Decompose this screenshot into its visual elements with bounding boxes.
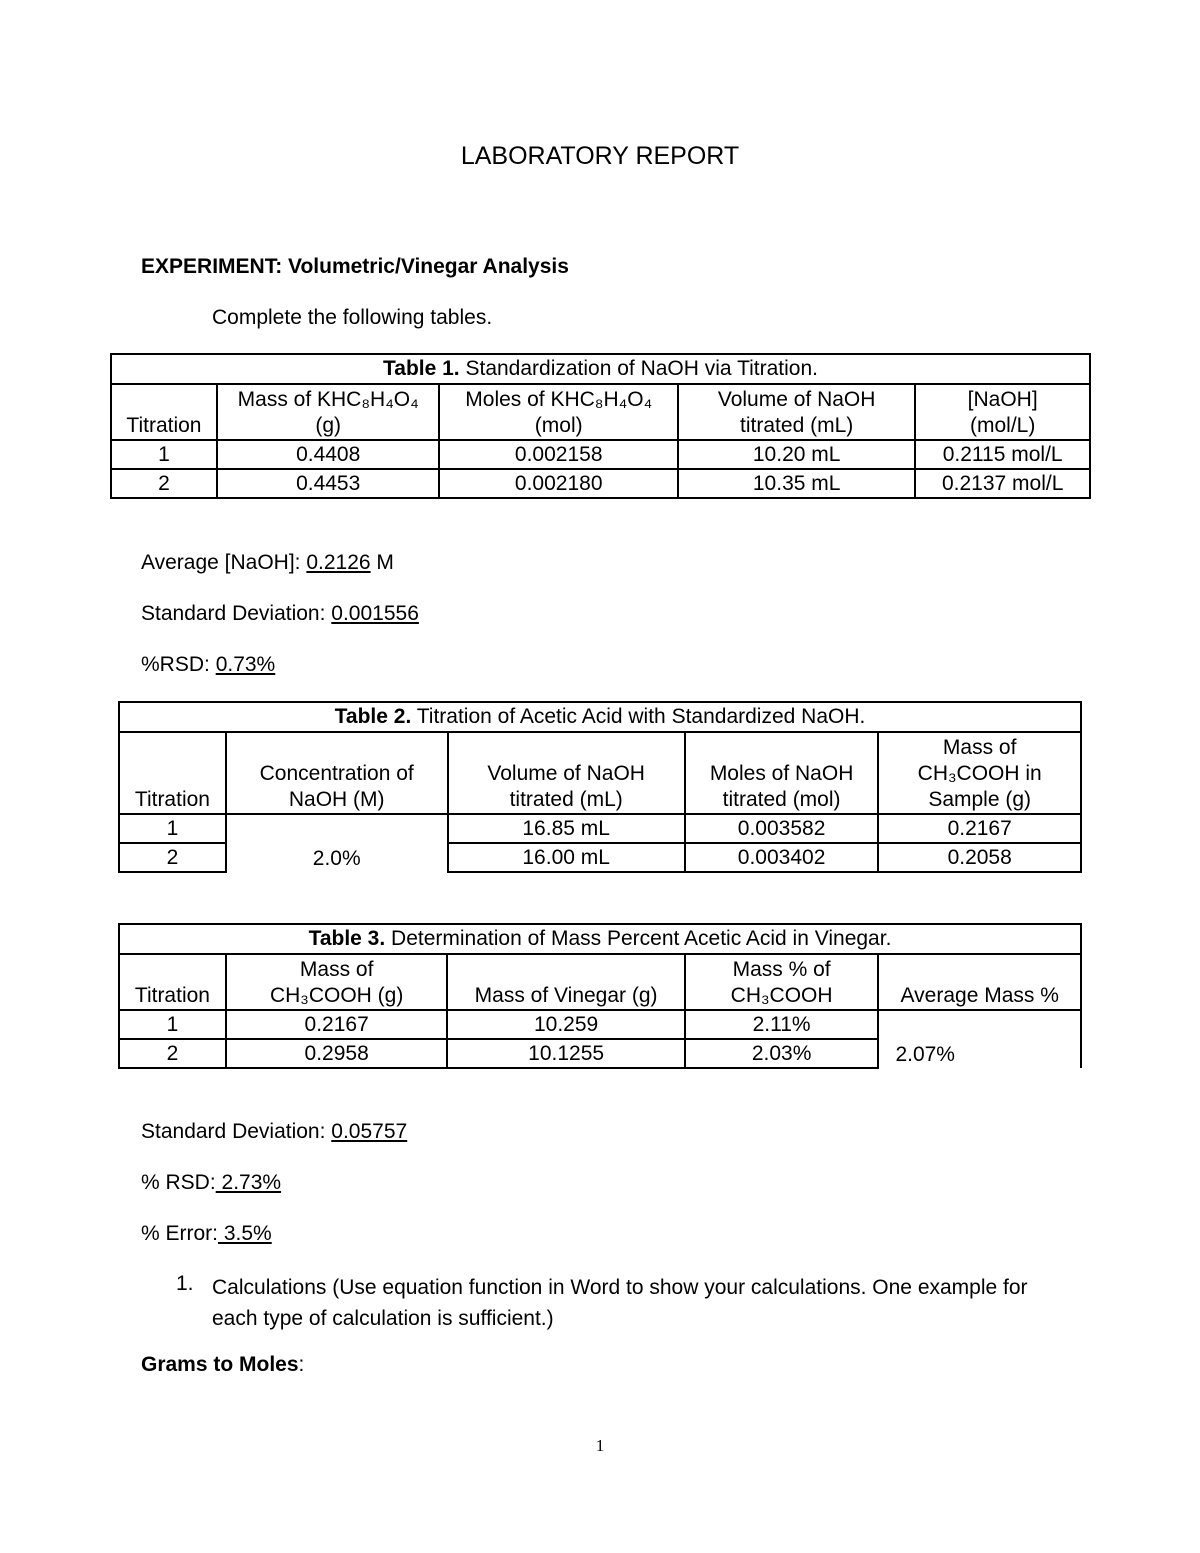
table-1	[110, 353, 1091, 499]
table-1-header-moles: Moles of KHC₈H₄O₄ (mol)	[439, 384, 678, 440]
table-3-caption-label: Table 3.	[308, 927, 386, 950]
table-cell: 10.259	[447, 1010, 684, 1039]
table-3-header-mass: Mass of CH₃COOH (g)	[226, 954, 448, 1010]
table-1-header-titration: Titration	[111, 384, 217, 440]
table-2	[118, 701, 1082, 873]
table-cell: 1	[119, 814, 226, 843]
table-cell: 10.35 mL	[678, 469, 915, 498]
table-1-header-row	[111, 384, 1090, 440]
table-cell: 0.2115 mol/L	[915, 440, 1090, 469]
table-row	[111, 469, 1090, 498]
table-row	[111, 440, 1090, 469]
table-cell: 2	[119, 843, 226, 872]
table-cell: 16.85 mL	[448, 814, 685, 843]
experiment-heading: EXPERIMENT: Volumetric/Vinegar Analysis	[141, 255, 569, 278]
table-cell: 16.00 mL	[448, 843, 685, 872]
table-cell: 0.2958	[226, 1039, 448, 1068]
average-naoh-label: Average [NaOH]:	[141, 551, 307, 574]
table-1-caption-label: Table 1.	[383, 357, 460, 380]
table-row	[119, 1010, 1081, 1039]
table-row	[119, 814, 1081, 843]
rsd-value: 2.73%	[215, 1171, 282, 1194]
table-3-header-mass-percent: Mass % of CH₃COOH	[685, 954, 879, 1010]
table-cell: 0.2167	[226, 1010, 448, 1039]
rsd-label: % RSD:	[141, 1171, 216, 1194]
table-cell: 0.002158	[439, 440, 678, 469]
table-3-caption	[119, 924, 1081, 954]
std-dev-value: 0.05757	[331, 1120, 408, 1143]
average-naoh-line	[141, 551, 394, 575]
grams-to-moles-suffix: :	[298, 1353, 305, 1376]
table-1-caption	[111, 354, 1090, 384]
table-2-header-volume: Volume of NaOH titrated (mL)	[448, 732, 685, 814]
error-value: 3.5%	[218, 1222, 272, 1245]
table-cell: 2.11%	[685, 1010, 879, 1039]
std-dev-line-1	[141, 602, 419, 626]
table-3-header-average: Average Mass %	[878, 954, 1081, 1010]
table-2-header-row	[119, 732, 1081, 814]
std-dev-line-2	[141, 1120, 407, 1144]
average-naoh-unit: M	[370, 551, 394, 574]
table-cell: 1	[119, 1010, 226, 1039]
table-cell: 2	[119, 1039, 226, 1068]
table-2-header-concentration: Concentration of NaOH (M)	[226, 732, 448, 814]
instruction-text: Complete the following tables.	[212, 306, 493, 329]
table-2-caption-text: Titration of Acetic Acid with Standardized NaOH.	[411, 705, 866, 728]
rsd-line-1	[141, 653, 275, 677]
table-2-concentration-cell: 2.0%	[226, 814, 448, 872]
error-label: % Error:	[141, 1222, 219, 1245]
table-2-header-moles: Moles of NaOH titrated (mol)	[685, 732, 879, 814]
list-item-text: Calculations (Use equation function in Word to show your calculations. One example for each type of calculation is sufficient.)	[212, 1276, 1028, 1330]
table-cell: 0.003582	[685, 814, 879, 843]
table-1-header-volume: Volume of NaOH titrated (mL)	[678, 384, 915, 440]
table-cell: 0.2137 mol/L	[915, 469, 1090, 498]
table-3-header-vinegar: Mass of Vinegar (g)	[447, 954, 684, 1010]
table-cell: 2	[111, 469, 217, 498]
average-naoh-value: 0.2126	[306, 551, 371, 574]
table-2-header-titration: Titration	[119, 732, 226, 814]
rsd-line-2	[141, 1171, 281, 1195]
table-3-header-row	[119, 954, 1081, 1010]
list-number: 1.	[176, 1272, 194, 1295]
table-2-caption	[119, 702, 1081, 732]
table-cell: 0.002180	[439, 469, 678, 498]
error-line	[141, 1222, 272, 1246]
table-1-header-naoh: [NaOH] (mol/L)	[915, 384, 1090, 440]
std-dev-value: 0.001556	[331, 602, 419, 625]
table-1-header-mass: Mass of KHC₈H₄O₄ (g)	[217, 384, 440, 440]
rsd-value: 0.73%	[215, 653, 276, 676]
table-3	[118, 923, 1082, 1069]
report-title: LABORATORY REPORT	[460, 142, 740, 170]
grams-to-moles-label: Grams to Moles	[141, 1353, 299, 1376]
grams-to-moles-heading	[141, 1353, 304, 1377]
table-cell: 2.03%	[685, 1039, 879, 1068]
rsd-label: %RSD:	[141, 653, 216, 676]
table-3-average-cell: 2.07%	[878, 1010, 1081, 1068]
table-cell: 0.4408	[217, 440, 440, 469]
table-2-header-mass: Mass of CH₃COOH in Sample (g)	[878, 732, 1081, 814]
table-cell: 0.003402	[685, 843, 879, 872]
table-1-caption-text: Standardization of NaOH via Titration.	[459, 357, 818, 380]
table-cell: 0.4453	[217, 469, 440, 498]
page-number: 1	[595, 1436, 605, 1455]
table-2-caption-label: Table 2.	[334, 705, 412, 728]
std-dev-label: Standard Deviation:	[141, 602, 332, 625]
table-cell: 0.2167	[878, 814, 1081, 843]
std-dev-label: Standard Deviation:	[141, 1120, 332, 1143]
table-cell: 0.2058	[878, 843, 1081, 872]
table-3-header-titration: Titration	[119, 954, 226, 1010]
table-cell: 10.20 mL	[678, 440, 915, 469]
table-cell: 10.1255	[447, 1039, 684, 1068]
table-3-caption-text: Determination of Mass Percent Acetic Acid in Vinegar.	[385, 927, 892, 950]
table-cell: 1	[111, 440, 217, 469]
